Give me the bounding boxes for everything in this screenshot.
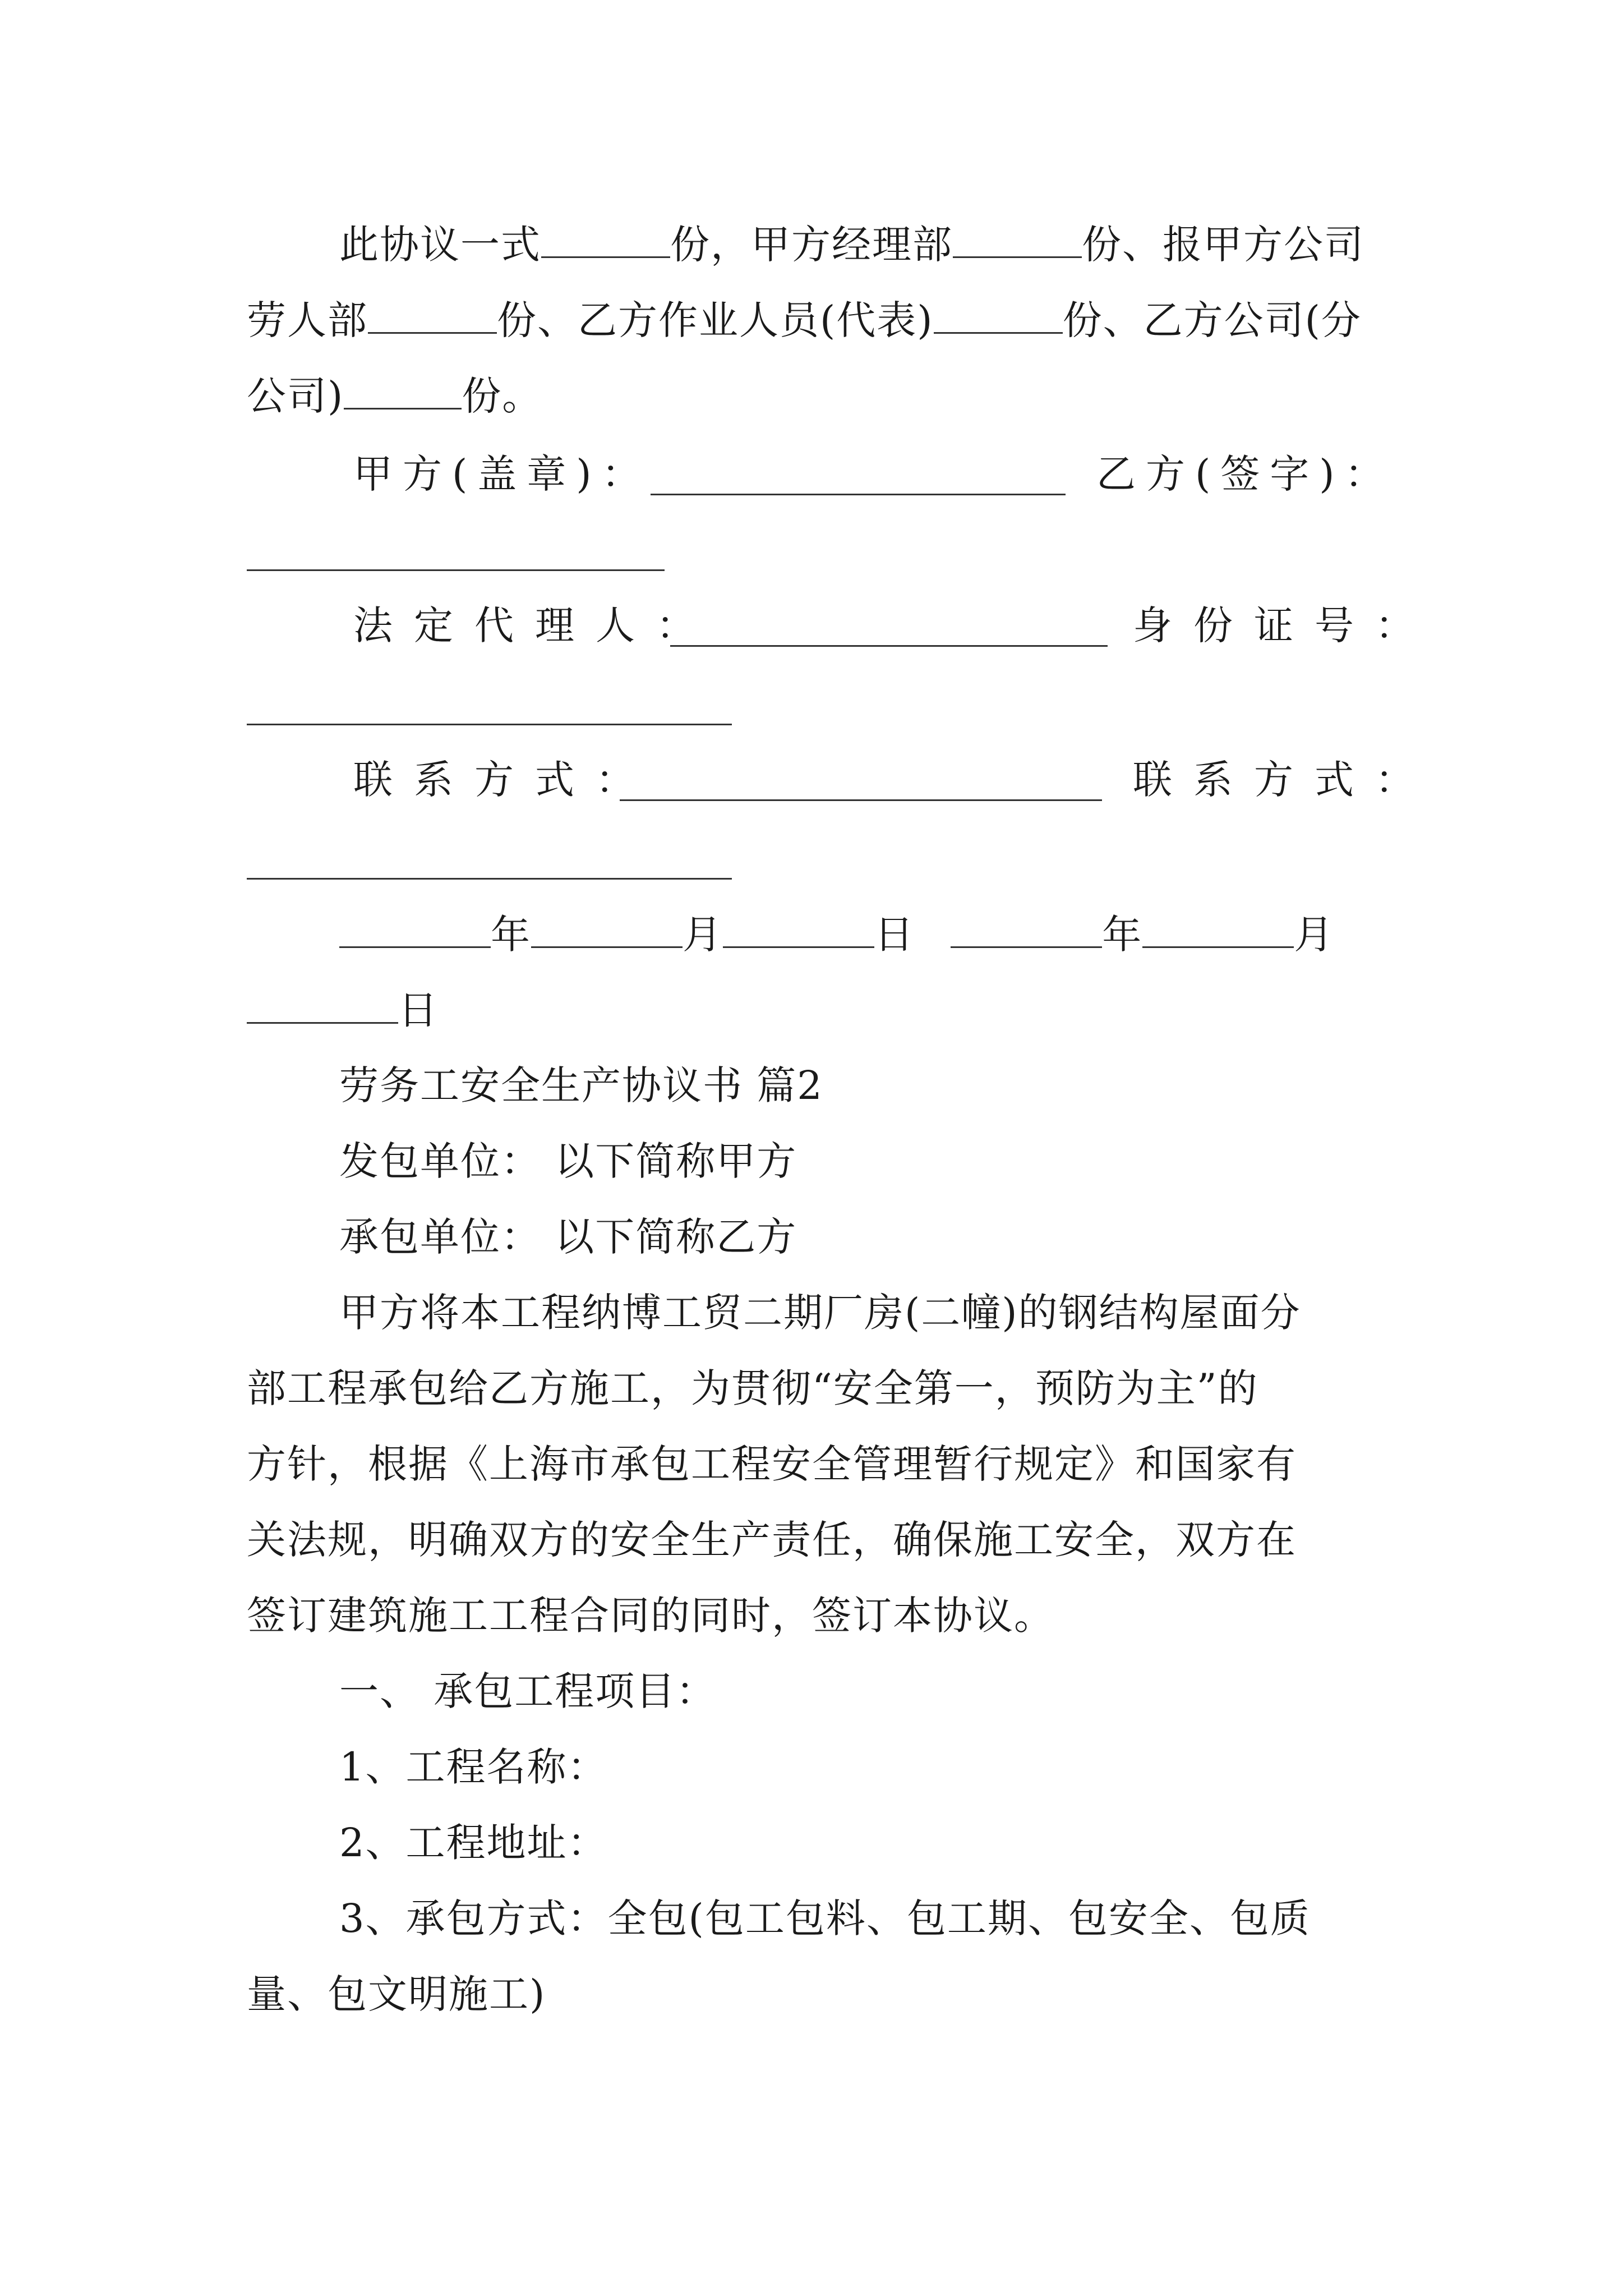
party-b-sign-line xyxy=(247,569,665,571)
blank-month xyxy=(1142,912,1294,948)
blank-day xyxy=(247,987,398,1024)
contact-a-line xyxy=(620,799,1102,801)
copies-line-2: 劳人部 份、乙方作业人员(代表) 份、乙方公司(分 xyxy=(247,297,1362,343)
blank-field xyxy=(934,297,1063,334)
party-b-sign-label: 乙方(签字)： xyxy=(1096,451,1394,497)
date-line-2: 日 xyxy=(247,987,1391,1033)
intro-line-2: 部工程承包给乙方施工，为贯彻“安全第一，预防为主”的 xyxy=(247,1365,1258,1411)
heading-project: 一、 承包工程项目： xyxy=(339,1668,717,1714)
contact-b-line xyxy=(247,878,732,880)
id-number-label: 身份证号： xyxy=(1133,602,1436,648)
legal-rep-label: 法定代理人： xyxy=(353,602,717,648)
section-title: 劳务工安全生产协议书 篇2 xyxy=(339,1062,823,1108)
blank-field xyxy=(541,222,670,258)
item-contract-type-cont: 量、包文明施工) xyxy=(247,1971,546,2017)
intro-line-5: 签订建筑施工工程合同的同时，签订本协议。 xyxy=(247,1593,1054,1639)
blank-year xyxy=(339,912,491,948)
blank-field xyxy=(344,373,462,409)
blank-month xyxy=(531,912,683,948)
date-line: 年 月 日 年 月 xyxy=(339,912,1483,957)
copies-line-3: 公司) 份。 xyxy=(247,373,543,419)
blank-year xyxy=(951,912,1102,948)
copies-line-1: 此协议一式 份，甲方经理部 份、报甲方公司 xyxy=(339,222,1364,268)
item-project-name: 1、工程名称： xyxy=(339,1744,608,1790)
intro-line-1: 甲方将本工程纳博工贸二期厂房(二幢)的钢结构屋面分 xyxy=(339,1290,1301,1336)
item-project-address: 2、工程地址： xyxy=(339,1820,608,1866)
blank-field xyxy=(368,297,497,334)
subcontractor-line: 承包单位： 以下简称乙方 xyxy=(339,1214,797,1260)
intro-line-3: 方针，根据《上海市承包工程安全管理暂行规定》和国家有 xyxy=(247,1441,1297,1487)
contractor-line: 发包单位： 以下简称甲方 xyxy=(339,1138,797,1184)
item-contract-type: 3、承包方式：全包(包工包料、包工期、包安全、包质 xyxy=(339,1895,1311,1941)
contact-b-label: 联系方式： xyxy=(1133,757,1436,803)
party-a-seal-label: 甲方(盖章)： xyxy=(353,451,651,497)
party-a-seal-line xyxy=(651,494,1066,495)
blank-field xyxy=(953,222,1082,258)
legal-rep-line xyxy=(670,645,1108,647)
blank-day xyxy=(723,912,874,948)
intro-line-4: 关法规，明确双方的安全生产责任，确保施工安全，双方在 xyxy=(247,1517,1297,1563)
id-number-line xyxy=(247,724,732,725)
contact-a-label: 联系方式： xyxy=(353,757,656,803)
